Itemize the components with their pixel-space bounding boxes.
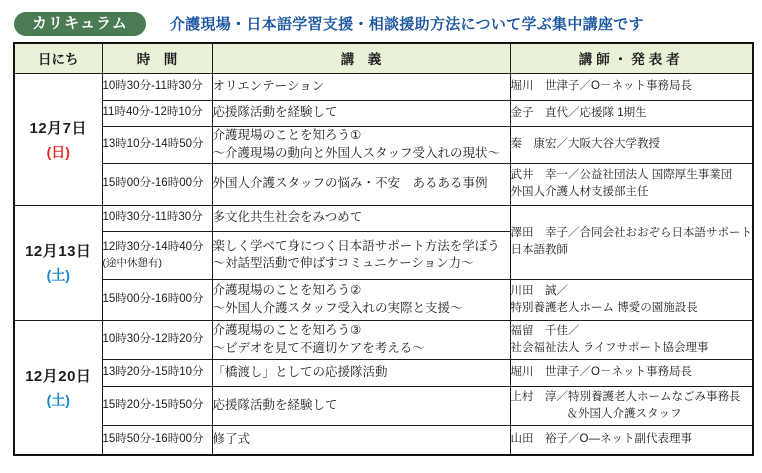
lecturer-cell <box>510 73 753 100</box>
lecture-line: 「橋渡し」としての応援隊活動 <box>212 364 388 379</box>
lecture-cell <box>212 163 510 205</box>
col-header-date: 日にち <box>14 43 102 73</box>
lecture-cell <box>212 73 510 100</box>
lecturer-line: 金子 直代／応援隊 1期生 <box>510 106 647 119</box>
lecturer-line: 特別養護老人ホーム 博愛の園施設長 <box>510 301 698 314</box>
date-cell <box>14 320 102 455</box>
col-header-time: 時 間 <box>102 43 212 73</box>
lecturer-line: 川田 誠／ <box>510 284 568 297</box>
lecturer-cell <box>510 386 753 425</box>
lecture-line: ～ビデオを見て不適切ケアを考える～ <box>212 340 425 355</box>
table-row <box>14 279 753 320</box>
lecturer-cell <box>510 425 753 455</box>
lecture-line: 楽しく学べて身につく日本語サポート方法を学ぼう <box>212 238 500 253</box>
lecturer-cell <box>510 320 753 359</box>
time-cell: 11時40分-12時10分 <box>102 100 212 126</box>
table-row <box>14 126 753 163</box>
time-cell <box>102 231 212 279</box>
lecture-cell <box>212 126 510 163</box>
lecturer-cell <box>510 205 753 279</box>
lecture-line: 外国人介護スタッフの悩み・不安 あるある事例 <box>212 176 488 191</box>
lecturer-cell <box>510 100 753 126</box>
time-cell: 15時00分-16時00分 <box>102 163 212 205</box>
day-of-week-label: (土) <box>46 391 70 408</box>
lecturer-line: 澤田 幸子／合同会社おおぞら日本語サポート <box>510 227 752 240</box>
lecture-cell <box>212 100 510 126</box>
time-cell: 15時50分-16時00分 <box>102 425 212 455</box>
lecturer-cell <box>510 163 753 205</box>
lecturer-line: 外国人介護人材支援部主任 <box>510 186 649 198</box>
table-row <box>14 425 753 455</box>
lecture-cell <box>212 425 510 455</box>
date-label: 12月13日 <box>25 243 92 260</box>
table-row <box>14 320 753 359</box>
lecture-cell <box>212 205 510 231</box>
lecture-cell <box>212 386 510 425</box>
table-row <box>14 359 753 386</box>
lecturer-line: 堀川 世津子／O－ネット事務局長 <box>510 80 692 93</box>
curriculum-badge: カリキュラム <box>14 12 146 36</box>
date-cell <box>14 73 102 205</box>
time-value: 12時30分-14時40分 <box>102 241 204 254</box>
lecture-line: ～対話型活動で伸ばすコミュニケーション力～ <box>212 256 474 270</box>
lecturer-line: 福留 千佳／ <box>510 324 580 337</box>
time-cell: 13時20分-15時10分 <box>102 359 212 386</box>
lecture-line: 介護現場のことを知ろう② <box>212 283 362 297</box>
curriculum-table <box>13 42 754 456</box>
date-cell <box>14 205 102 320</box>
day-of-week-label: (土) <box>46 267 70 283</box>
time-cell: 13時10分-14時50分 <box>102 126 212 163</box>
page-title: 介護現場・日本語学習支援・相談援助方法について学ぶ集中講座です <box>169 16 644 33</box>
lecturer-line: 武井 幸一／公益社団法人 国際厚生事業団 <box>510 169 733 182</box>
lecturer-cell <box>510 279 753 320</box>
table-row <box>14 386 753 425</box>
table-row <box>14 100 753 126</box>
lecture-line: オリエンテーション <box>212 78 325 93</box>
lecture-line: ～外国人介護スタッフ受入れの実際と支援～ <box>212 300 463 315</box>
time-cell: 10時30分-11時30分 <box>102 205 212 231</box>
lecture-cell <box>212 279 510 320</box>
lecturer-line: 山田 裕子／O―ネット副代表理事 <box>510 433 692 446</box>
date-label: 12月7日 <box>29 119 88 137</box>
lecturer-line: 堀川 世津子／O－ネット事務局長 <box>510 366 692 379</box>
table-row <box>14 73 753 100</box>
lecture-line: ～介護現場の動向と外国人スタッフ受入れの現状～ <box>212 145 501 160</box>
lecture-cell <box>212 231 510 279</box>
lecturer-line: 社会福祉法人 ライフサポート協会理事 <box>510 341 709 354</box>
day-of-week-label: (日) <box>46 143 70 160</box>
col-header-lecture: 講 義 <box>212 43 510 73</box>
date-label: 12月20日 <box>25 367 92 385</box>
lecture-cell <box>212 320 510 359</box>
col-header-lecturer: 講師・発表者 <box>510 43 753 73</box>
lecturer-cell <box>510 126 753 163</box>
lecture-line: 修了式 <box>212 432 251 446</box>
page-header <box>0 0 762 38</box>
time-cell: 10時30分-12時20分 <box>102 320 212 359</box>
lecturer-line: 日本語教師 <box>510 244 568 256</box>
lecture-line: 多文化共生社会をみつめて <box>212 210 363 225</box>
table-header-row <box>14 43 753 73</box>
lecture-line: 介護現場のことを知ろう③ <box>212 323 362 337</box>
table-row <box>14 163 753 205</box>
time-cell: 15時00分-16時00分 <box>102 279 212 320</box>
lecture-line: 介護現場のことを知ろう① <box>212 128 362 142</box>
lecturer-line: ＆外国人介護スタッフ <box>566 407 682 420</box>
time-note: (途中休憩有) <box>102 256 162 269</box>
lecturer-cell <box>510 359 753 386</box>
lecture-cell <box>212 359 510 386</box>
time-cell: 15時20分-15時50分 <box>102 386 212 425</box>
lecture-line: 応援隊活動を経験して <box>212 105 338 120</box>
lecturer-line: 秦 康宏／大阪大谷大学教授 <box>510 138 660 151</box>
lecturer-line: 上村 淳／特別養護老人ホームなごみ事務長 <box>510 390 741 403</box>
table-row <box>14 205 753 231</box>
time-cell: 10時30分-11時30分 <box>102 73 212 100</box>
lecture-line: 応援隊活動を経験して <box>212 397 338 412</box>
